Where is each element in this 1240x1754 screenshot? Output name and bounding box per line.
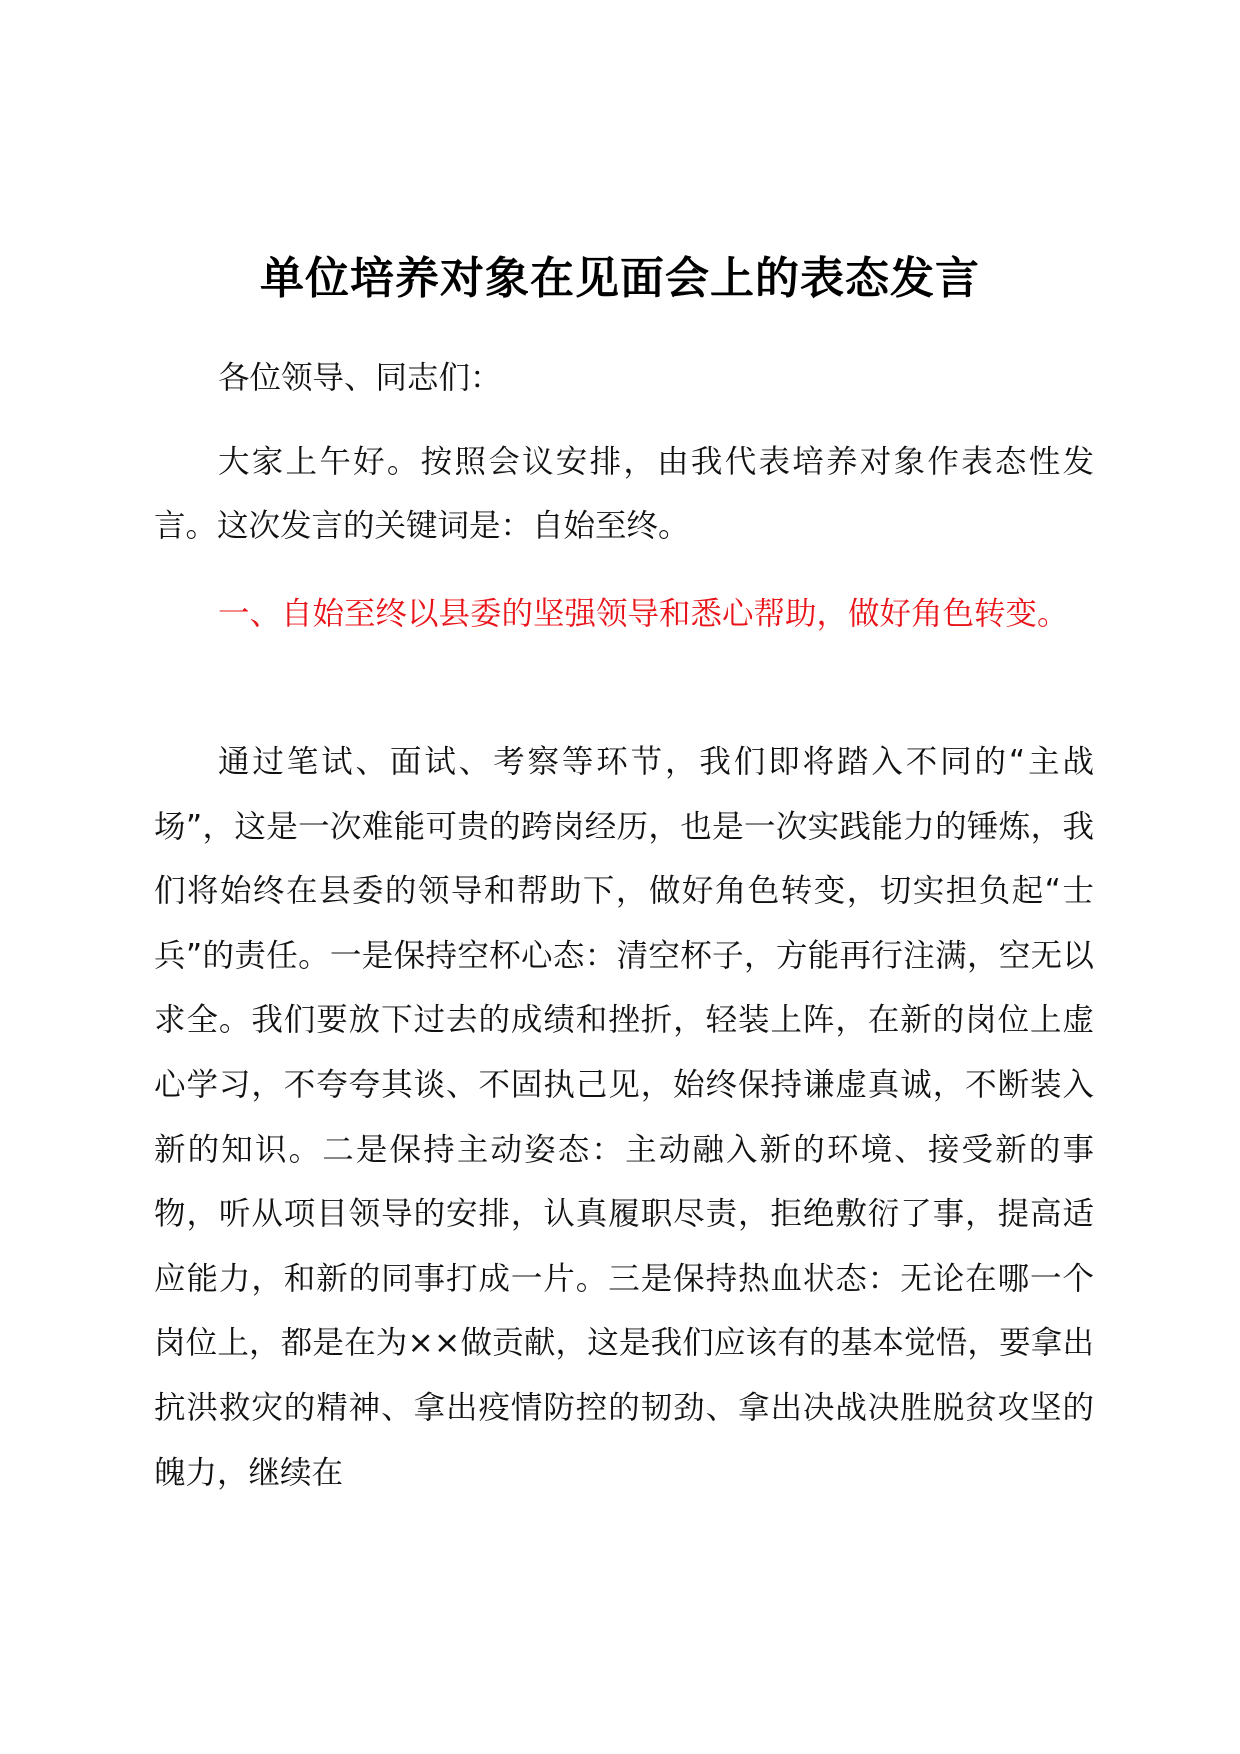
section-1-body: 通过笔试、面试、考察等环节，我们即将踏入不同的“主战场”，这是一次难能可贵的跨岗经历，也是一次实践能力的锤炼，我们将始终在县委的领导和帮助下，做好角色转变，切实担负起“士兵”的责任。一是保持空杯心态：清空杯子，方能再行注满，空无以求全。我们要放下过去的成绩和挫折，轻装上阵，在新的岗位上虚心学习，不夸夸其谈、不固执己见，始终保持谦虚真诚，不断装入新的知识。二是保持主动姿态：主动融入新的环境、接受新的事物，听从项目领导的安排，认真履职尽责，拒绝敷衍了事，提高适应能力，和新的同事打成一片。三是保持热血状态：无论在哪一个岗位上，都是在为××做贡献，这是我们应该有的基本觉悟，要拿出抗洪救灾的精神、拿出疫情防控的韧劲、拿出决战决胜脱贫攻坚的魄力，继续在 — [154, 744, 1094, 1491]
section-heading-1: 一、自始至终以县委的坚强领导和悉心帮助，做好角色转变。 — [218, 596, 1069, 632]
salutation: 各位领导、同志们： — [218, 360, 502, 396]
paragraph-intro: 大家上午好。按照会议安排，由我代表培养对象作表态性发言。这次发言的关键词是：自始至终。 — [154, 444, 1094, 544]
document-title: 单位培养对象在见面会上的表态发言 — [260, 253, 980, 304]
